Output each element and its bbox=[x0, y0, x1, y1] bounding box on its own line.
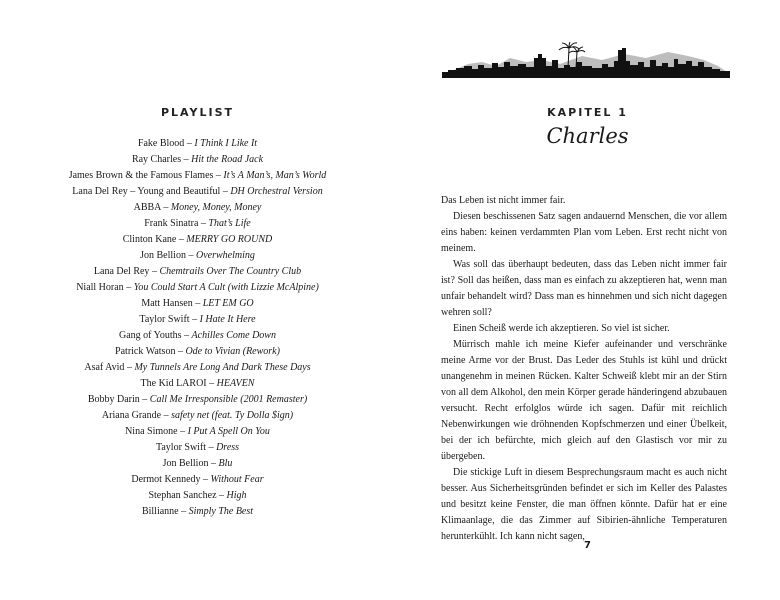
playlist-item bbox=[0, 440, 395, 456]
track-separator: – bbox=[189, 314, 200, 325]
playlist-item bbox=[0, 296, 395, 312]
track-separator: – bbox=[208, 458, 219, 469]
track-title: I Think I Like It bbox=[194, 138, 258, 149]
city-skyline-illustration bbox=[442, 40, 730, 78]
track-separator: – bbox=[198, 218, 209, 229]
playlist-item bbox=[0, 392, 395, 408]
playlist-item bbox=[0, 232, 395, 248]
track-title: Hit the Road Jack bbox=[191, 154, 264, 165]
track-artist: Gang of Youths bbox=[119, 330, 182, 341]
track-artist: Taylor Swift bbox=[155, 442, 207, 453]
track-title: Money, Money, Money bbox=[170, 202, 262, 213]
playlist-item bbox=[0, 184, 395, 200]
track-title: Overwhelming bbox=[195, 250, 255, 261]
track-separator: – bbox=[181, 330, 192, 341]
playlist-item bbox=[0, 312, 395, 328]
track-artist: Jon Bellion bbox=[162, 458, 209, 469]
track-artist: Dermot Kennedy bbox=[131, 474, 201, 485]
track-title: It’s A Man’s, Man’s World bbox=[223, 170, 327, 181]
track-separator: – bbox=[181, 154, 192, 165]
playlist-item bbox=[0, 424, 395, 440]
track-artist: Jon Bellion bbox=[140, 250, 186, 261]
track-separator: – bbox=[149, 266, 160, 277]
playlist-item bbox=[0, 216, 395, 232]
track-title: Call Me Irresponsible (2001 Remaster) bbox=[149, 394, 308, 405]
page-number: 7 bbox=[584, 540, 591, 551]
track-separator: – bbox=[184, 138, 195, 149]
chapter-label: KAPITEL 1 bbox=[547, 106, 628, 119]
chapter-title: Charles bbox=[546, 124, 629, 148]
track-title: Achilles Come Down bbox=[191, 330, 276, 341]
body-paragraph: Was soll das überhaupt bedeuten, dass das Leben nicht immer fair ist? Soll das heißen, dass man es einfach zu akzeptieren hat, wenn man unfair behandelt wird? Dass man es hinnehmen und sich nicht dagegen wehren soll? bbox=[441, 259, 727, 318]
track-separator: – bbox=[139, 394, 150, 405]
body-paragraph: Die stickige Luft in diesem Besprechungsraum macht es auch nicht besser. Aus Sicherheitsgründen befindet er sich im Keller des Palastes und besitzt keine Fenster, die man öffnen könnte. Dafür hat er eine Klimaanlage, die das Zimmer auf Sibirien-ähnliche Temperaturen herunterkühlt. Ich kann nicht sagen, bbox=[441, 467, 727, 542]
playlist-item bbox=[0, 136, 395, 152]
playlist-item bbox=[0, 376, 395, 392]
track-artist: Frank Sinatra bbox=[144, 218, 199, 229]
playlist-item bbox=[0, 488, 395, 504]
right-page bbox=[390, 0, 780, 600]
track-separator: – bbox=[175, 346, 186, 357]
track-separator: – bbox=[206, 378, 217, 389]
track-artist: Billianne bbox=[141, 506, 179, 517]
track-separator: – bbox=[176, 234, 187, 245]
track-title: I Hate It Here bbox=[199, 314, 256, 325]
playlist-item bbox=[0, 168, 395, 184]
track-title: Dress bbox=[216, 442, 240, 453]
track-artist: Stephan Sanchez bbox=[148, 490, 217, 501]
playlist-item bbox=[0, 152, 395, 168]
body-paragraph: Diesen beschissenen Satz sagen andauernd Menschen, die vor allem eins haben: keinen verdammten Plan vom Leben. Erst recht nicht von meinem. bbox=[441, 211, 727, 254]
playlist-item bbox=[0, 200, 395, 216]
track-separator: – bbox=[124, 362, 135, 373]
body-paragraph: Das Leben ist nicht immer fair. bbox=[441, 195, 566, 206]
track-title: Blu bbox=[218, 458, 233, 469]
playlist-item bbox=[0, 408, 395, 424]
track-artist: James Brown & the Famous Flames bbox=[68, 170, 214, 181]
track-artist: Fake Blood bbox=[137, 138, 185, 149]
track-title: safety net (feat. Ty Dolla $ign) bbox=[171, 410, 294, 421]
playlist-item bbox=[0, 344, 395, 360]
body-paragraph: Mürrisch mahle ich meine Kiefer aufeinander und verschränke meine Arme vor der Brust. Das Leder des Stuhls ist kühl und drückt unangenehm in meinen Rücken. Kalter Schweiß klebt mir an der Stirn von all dem Alkohol, den mein Körper gerade händeringend abzubauen versucht. Recht erfolglos würde ich sagen. Dafür mit reichlich Nebenwirkungen wie dröhnenden Kopfschmerzen und einer Übelkeit, bei der ich befürchte, mich gleich auf den Glastisch vor mir zu übergeben. bbox=[441, 339, 728, 462]
playlist-item bbox=[0, 264, 395, 280]
track-title: Simply The Best bbox=[188, 506, 254, 517]
track-artist: Taylor Swift bbox=[139, 314, 190, 325]
track-artist: Bobby Darin bbox=[87, 394, 140, 405]
chapter-body-text bbox=[441, 193, 727, 545]
playlist-item bbox=[0, 456, 395, 472]
track-title: DH Orchestral Version bbox=[230, 186, 323, 197]
track-title: That’s Life bbox=[208, 218, 251, 229]
track-separator: – bbox=[213, 170, 224, 181]
track-separator: – bbox=[123, 282, 134, 293]
track-title: MERRY GO ROUND bbox=[186, 234, 273, 245]
track-separator: – bbox=[200, 474, 211, 485]
track-title: Ode to Vivian (Rework) bbox=[185, 346, 280, 357]
playlist-item bbox=[0, 360, 395, 376]
track-separator: – bbox=[178, 506, 189, 517]
track-artist: Ariana Grande bbox=[101, 410, 162, 421]
track-artist: Asaf Avid bbox=[84, 362, 125, 373]
track-artist: Lana Del Rey bbox=[93, 266, 150, 277]
track-separator: – bbox=[192, 298, 203, 309]
track-artist: Patrick Watson bbox=[115, 346, 176, 357]
track-artist: ABBA bbox=[133, 202, 161, 213]
playlist-item bbox=[0, 248, 395, 264]
track-separator: – bbox=[161, 410, 172, 421]
playlist-item bbox=[0, 472, 395, 488]
track-artist: Niall Horan bbox=[76, 282, 124, 293]
body-paragraph: Einen Scheiß werde ich akzeptieren. So viel ist sicher. bbox=[453, 323, 670, 334]
track-title: Without Fear bbox=[210, 474, 264, 485]
track-title: High bbox=[226, 490, 247, 501]
playlist-item bbox=[0, 280, 395, 296]
track-title: My Tunnels Are Long And Dark These Days bbox=[134, 362, 311, 373]
track-separator: – bbox=[160, 202, 171, 213]
track-artist: Clinton Kane bbox=[122, 234, 177, 245]
track-artist: Nina Simone bbox=[125, 426, 178, 437]
track-artist: Ray Charles bbox=[131, 154, 182, 165]
track-artist: The Kid LAROI bbox=[140, 378, 207, 389]
track-artist: Matt Hansen bbox=[141, 298, 193, 309]
track-separator: – bbox=[206, 442, 217, 453]
track-title: Chemtrails Over The Country Club bbox=[159, 266, 302, 277]
playlist-item bbox=[0, 328, 395, 344]
playlist-heading: PLAYLIST bbox=[160, 106, 235, 119]
track-title: I Put A Spell On You bbox=[187, 426, 270, 437]
track-separator: – bbox=[177, 426, 188, 437]
track-title: You Could Start A Cult (with Lizzie McAlpine) bbox=[133, 282, 319, 293]
track-separator: – bbox=[185, 250, 196, 261]
playlist-item bbox=[0, 504, 395, 520]
track-separator: – bbox=[220, 186, 231, 197]
track-separator: – bbox=[216, 490, 227, 501]
playlist bbox=[0, 136, 395, 520]
track-title: HEAVEN bbox=[216, 378, 255, 389]
track-title: LET EM GO bbox=[202, 298, 254, 309]
track-artist: Lana Del Rey – Young and Beautiful bbox=[72, 186, 221, 197]
